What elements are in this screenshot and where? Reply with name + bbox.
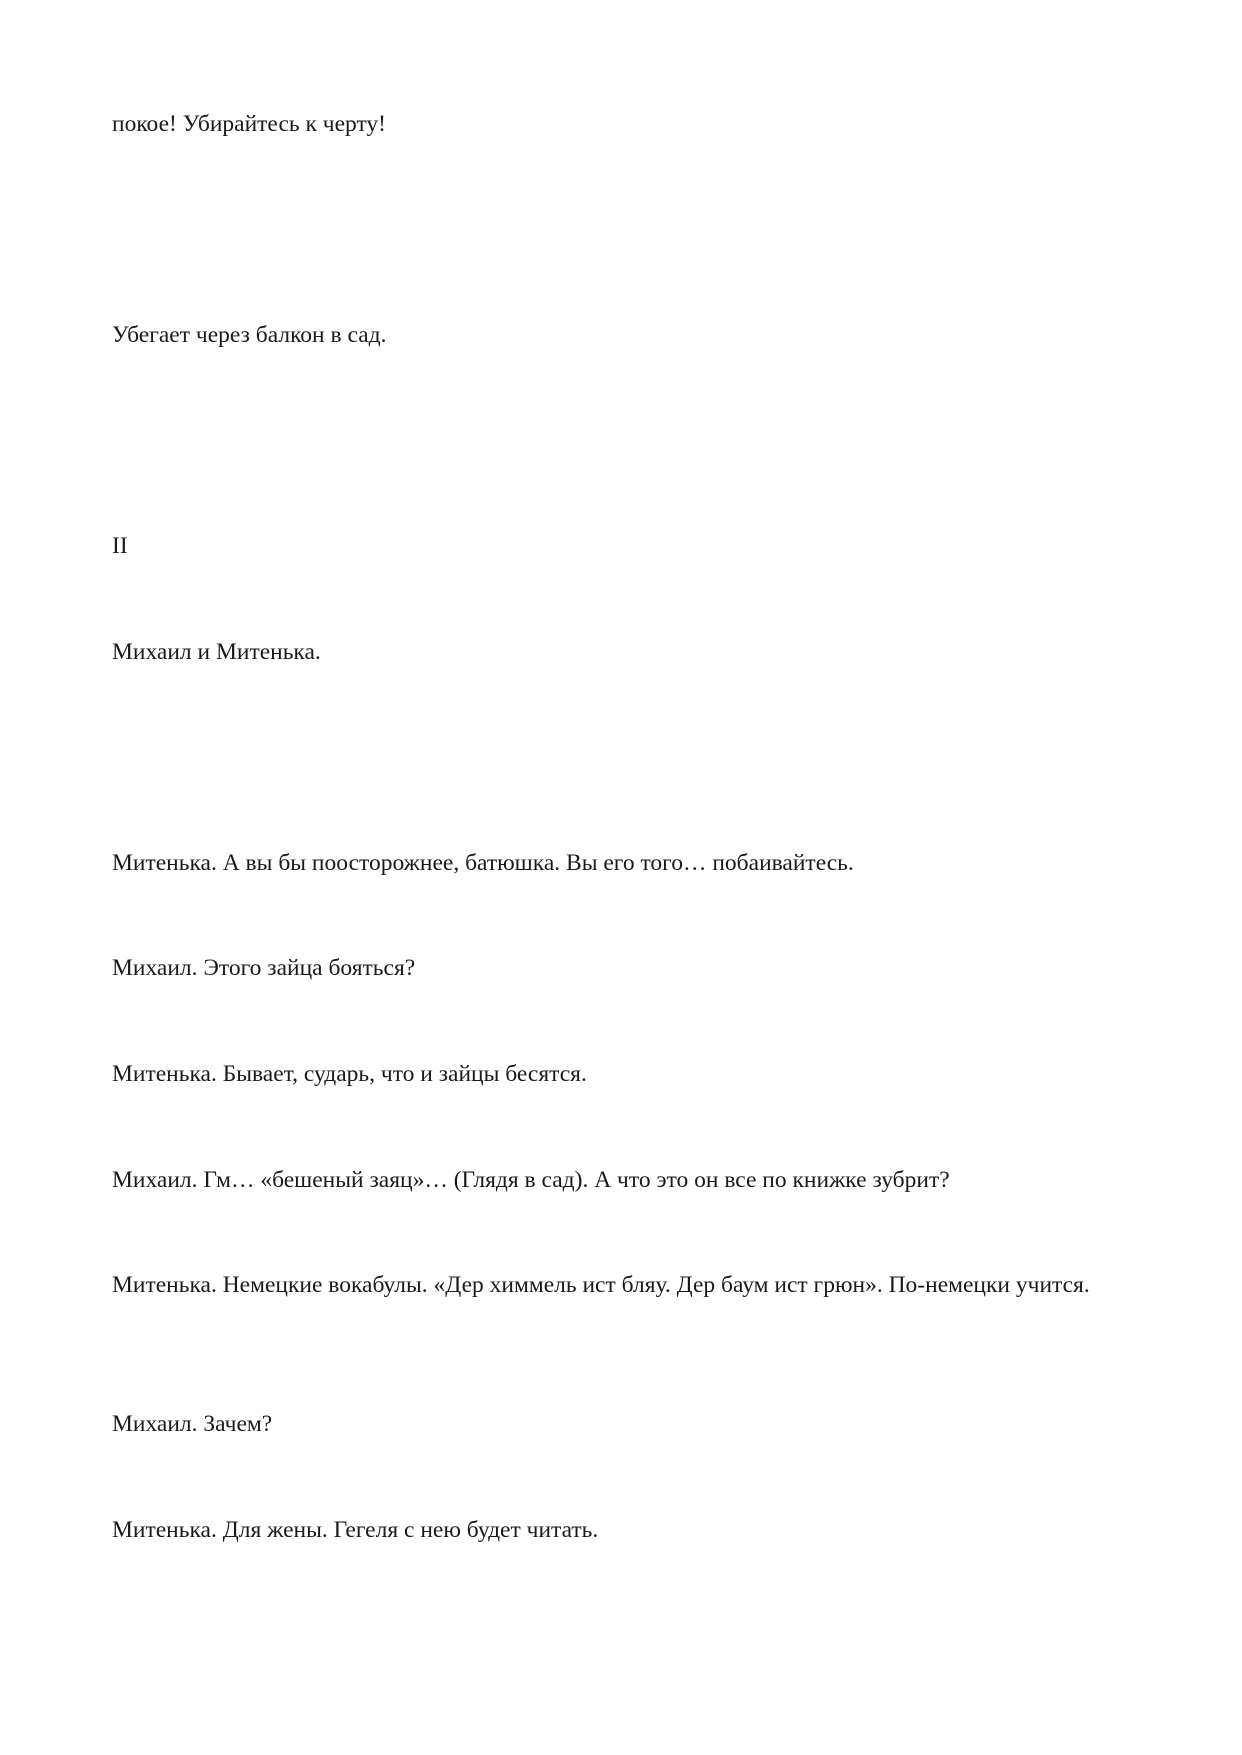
dialogue-line: Михаил. Этого зайца бояться? bbox=[112, 955, 416, 981]
scene-characters: Михаил и Митенька. bbox=[112, 639, 321, 665]
stage-direction: Убегает через балкон в сад. bbox=[112, 322, 387, 348]
dialogue-line: Михаил. Гм… «бешеный заяц»… (Глядя в сад). А что это он все по книжке зубрит? bbox=[112, 1167, 950, 1193]
paragraph-text: покое! Убирайтесь к черту! bbox=[112, 111, 386, 137]
dialogue-line: Митенька. А вы бы поосторожнее, батюшка. Вы его того… побаивайтесь. bbox=[112, 850, 854, 876]
dialogue-line: Митенька. Бывает, сударь, что и зайцы бесятся. bbox=[112, 1061, 587, 1087]
dialogue-line: Митенька. Для жены. Гегеля с нею будет читать. bbox=[112, 1517, 599, 1543]
scene-number: II bbox=[112, 533, 128, 559]
dialogue-line: Митенька. Немецкие вокабулы. «Дер химмель ист бляу. Дер баум ист грюн». По-немецки учится. bbox=[112, 1272, 1090, 1298]
dialogue-line: Михаил. Зачем? bbox=[112, 1411, 273, 1437]
